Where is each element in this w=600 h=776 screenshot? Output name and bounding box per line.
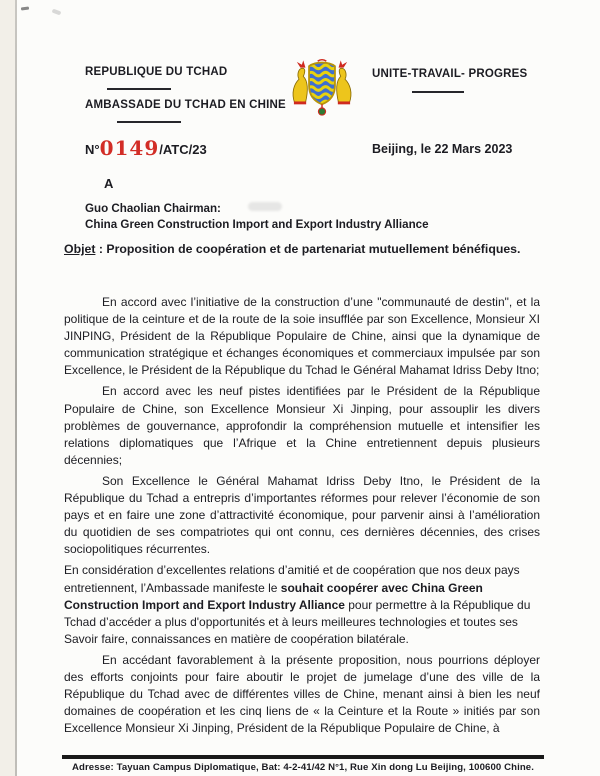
footer-address: Adresse: Tayuan Campus Diplomatique, Bat: 4-2-41/42 N°1, Rue Xin dong Lu Beijing, 100600 Chine. — [71, 762, 535, 773]
salutation-a: A — [104, 176, 114, 191]
addressee-name: Guo Chaolian Chairman: — [85, 202, 221, 215]
reference-suffix: /ATC/23 — [159, 142, 207, 157]
chad-coat-of-arms-icon — [286, 58, 358, 119]
paragraph-4-text: pour permettre à la République du Tchad d’accéder a plus d'opportunités et à leurs meilleures technologies et toutes ses Savoir faire, connaissances en matière de coopération bilatérale. — [64, 597, 531, 646]
divider — [107, 88, 171, 90]
paragraph-3: Son Excellence le Général Mahamat Idriss Deby Itno, le Président de la République du Tchad a entrepris d’importantes réformes pour relever l’économie de son pays et en faire une zone d’attractivité économique, pour parvenir ainsi à l’amélioration du quotidien de ses compatriotes qui ont connu, ces dernières décennies, des crises sociopolitiques récurrentes. — [64, 473, 540, 557]
scan-speck — [21, 6, 29, 10]
letterhead-left — [85, 66, 286, 123]
shield-waves — [308, 61, 337, 106]
medal — [318, 104, 325, 115]
subject-line — [64, 241, 524, 258]
lion-supporter — [337, 60, 351, 104]
paragraph-4-text: En considération d’excellentes relations d’amitié et de coopération que nos deux pays entretiennent, l’Ambassade manifeste le — [64, 563, 520, 595]
national-motto: UNITE-TRAVAIL- PROGRES — [372, 68, 528, 80]
paragraph-4 — [64, 562, 540, 647]
reference-number — [85, 136, 207, 160]
dateline: Beijing, le 22 Mars 2023 — [372, 142, 513, 156]
paragraph-1: En accord avec l’initiative de la construction d’une "communauté de destin", et la politique de la ceinture et de la route de la soie insufflée par son Excellence, Monsieur XI JINPING, Président de la République Populaire de Chine, ainsi que la dynamique de communication stratégique et échanges économiques et commerciaux impulsée par son Excellence, le Président de la République du Tchad le Général Mahamat Idriss Deby Itno; — [64, 295, 540, 378]
scan-edge-left — [0, 0, 15, 776]
embassy-title: AMBASSADE DU TCHAD EN CHINE — [85, 99, 286, 111]
paragraph-2: En accord avec les neuf pistes identifiées par le Président de la République Populaire de Chine, son Excellence Monsieur Xi Jinping, pour assouplir les divers problèmes de gouvernance, approfondir la compréhension mutuelle et intensifier les relations diplomatiques que l’Afrique et la Chine entretiennent depuis plusieurs décennies; — [64, 384, 540, 467]
divider — [117, 121, 181, 123]
divider — [412, 91, 464, 93]
subject-text: Proposition de coopération et de partenariat mutuellement bénéfiques. — [106, 242, 521, 256]
goat-supporter — [293, 60, 307, 104]
reference-digits: 0149 — [99, 136, 160, 160]
addressee-organization: China Green Construction Import and Export Industry Alliance — [85, 217, 429, 231]
letter-body — [64, 294, 540, 750]
paragraph-5: En accédant favorablement à la présente proposition, nous pourrions déployer des efforts conjoints pour faire aboutir le projet de jumelage d’une des ville de la République du Tchad avec de différentes villes de Chine, menant ainsi à bien les neuf domaines de coopération et les cinq liens de « la Ceinture et la Route » initiés par son Excellence Monsieur Xi Jinping, Président de la République Populaire de Chine, à — [64, 652, 540, 736]
paragraph-4-bold-alliance: souhait coopérer avec China Green Construction Import and Export Industry Alliance — [64, 580, 483, 612]
addressee-block — [85, 201, 429, 232]
republic-title: REPUBLIQUE DU TCHAD — [85, 66, 228, 78]
scan-speck — [52, 9, 62, 16]
reference-prefix: N° — [85, 142, 100, 157]
subject-label: Objet — [64, 242, 96, 256]
scan-edge-line — [15, 0, 17, 776]
letterhead-right — [372, 68, 527, 93]
footer-rule — [62, 755, 544, 759]
subject-separator: : — [95, 242, 107, 256]
